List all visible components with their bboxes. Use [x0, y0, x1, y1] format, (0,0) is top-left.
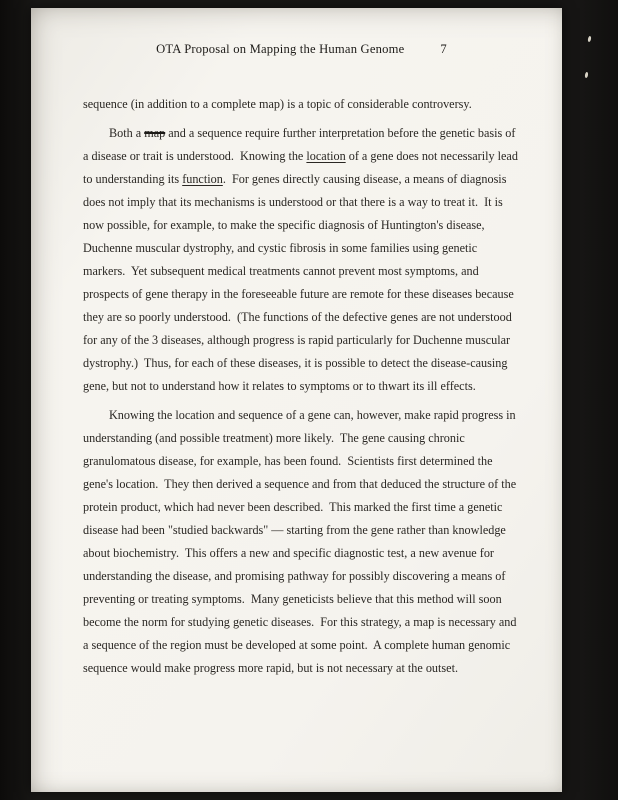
text-segment: of a gene does not necessarily lead to understanding its	[83, 149, 521, 186]
page-number: 7	[440, 42, 447, 56]
paragraph	[83, 404, 520, 680]
underlined-text: location	[306, 149, 346, 163]
paragraph	[83, 122, 520, 398]
page-header	[83, 42, 520, 57]
document-body	[83, 93, 520, 680]
text-segment: Both a	[109, 126, 145, 140]
underlined-text: function	[182, 172, 223, 186]
document-page	[31, 8, 562, 792]
text-segment: sequence (in addition to a complete map) is a topic of considerable controversy.	[83, 97, 472, 111]
text-segment: Knowing the location and sequence of a gene can, however, make rapid progress in understanding (and possible treatment) more likely. The gene causing chronic granulomatous disease, for example, has been found. Scientists first determined the gene's location. They then derived a sequence and from that deduced the structure of the protein product, which had never been described. This marked the first time a genetic disease had been "studied backwards" — starting from the gene rather than knowledge about biochemistry. This offers a new and specific diagnostic test, a new avenue for understanding the disease, and promising pathway for possibly discovering a means of preventing or treating symptoms. Many geneticists believe that this method will soon become the norm for studying genetic diseases. For this strategy, a map is necessary and a sequence of the region must be developed at some point. A complete human genomic sequence would make progress more rapid, but is not necessary at the outset.	[83, 408, 520, 675]
struck-out-text: map	[144, 126, 166, 140]
document-title: OTA Proposal on Mapping the Human Genome	[156, 42, 405, 56]
text-segment: and a sequence require further interpretation before the genetic basis of a disease or trait is understood. Knowing the	[83, 126, 519, 163]
paragraph	[83, 93, 520, 116]
text-segment: . For genes directly causing disease, a means of diagnosis does not imply that its mechanisms is understood or that there is a way to treat it. It is now possible, for example, to make the specific diagnosis of Huntington's disease, Duchenne muscular dystrophy, and cystic fibrosis in some families using genetic markers. Yet subsequent medical treatments cannot prevent most symptoms, and prospects of gene therapy in the foreseeable future are remote for these diseases because they are so poorly understood. (The functions of the defective genes are not understood for any of the 3 diseases, although progress is rapid particularly for Duchenne muscular dystrophy.) Thus, for each of these diseases, it is possible to detect the disease-causing gene, but not to understand how it relates to symptoms or to thwart its ill effects.	[83, 172, 517, 393]
